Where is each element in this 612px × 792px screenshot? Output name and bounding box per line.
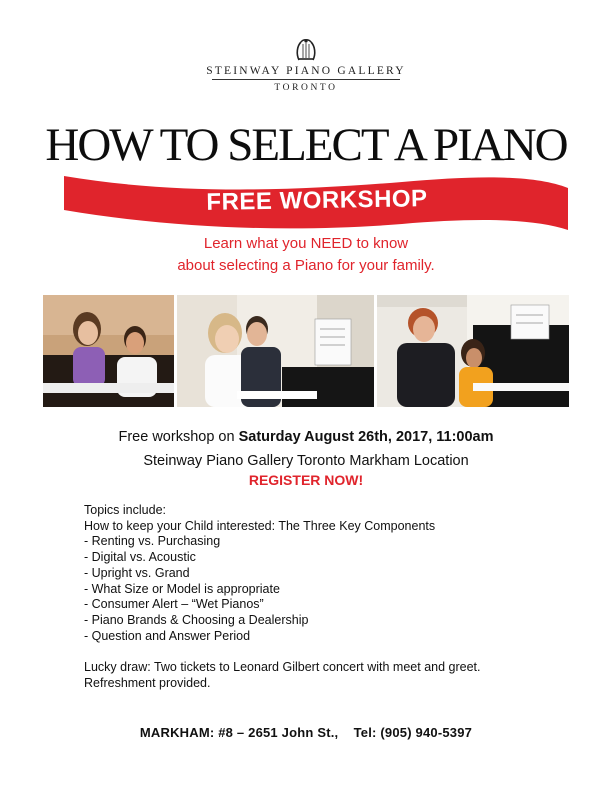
brand-city: TORONTO bbox=[274, 83, 338, 93]
topics-heading: Topics include: bbox=[84, 503, 166, 517]
page-title: HOW TO SELECT A PIANO bbox=[45, 119, 567, 171]
free-workshop-banner bbox=[62, 170, 572, 232]
list-item: - Upright vs. Grand bbox=[84, 565, 190, 580]
couple-piano-photo bbox=[177, 295, 374, 407]
register-now-link[interactable]: REGISTER NOW! bbox=[248, 472, 364, 488]
subtitle-line-1: Learn what you NEED to know bbox=[203, 235, 409, 252]
list-item: - Consumer Alert – “Wet Pianos” bbox=[84, 597, 264, 612]
footer-spacer bbox=[338, 725, 353, 740]
teacher-child-piano-photo bbox=[377, 295, 569, 407]
event-details bbox=[0, 425, 612, 473]
brand-logo bbox=[0, 38, 612, 94]
brand-name: STEINWAY PIANO GALLERY bbox=[206, 65, 406, 77]
list-item: - Renting vs. Purchasing bbox=[84, 534, 221, 549]
family-piano-photo bbox=[43, 295, 174, 407]
list-item: - Piano Brands & Choosing a Dealership bbox=[84, 612, 309, 627]
list-item: - What Size or Model is appropriate bbox=[84, 581, 280, 596]
list-item: - Digital vs. Acoustic bbox=[84, 550, 196, 565]
lucky-draw-line: Lucky draw: Two tickets to Leonard Gilbert concert with meet and greet. bbox=[84, 660, 481, 674]
event-prefix: Free workshop on bbox=[118, 429, 239, 445]
topics-list bbox=[84, 503, 564, 644]
address-text: MARKHAM: #8 – 2651 John St., bbox=[139, 725, 339, 740]
phone-text: Tel: (905) 940-5397 bbox=[353, 725, 473, 740]
banner-label: FREE WORKSHOP bbox=[206, 185, 428, 216]
lyre-logo-icon bbox=[292, 38, 320, 62]
contact-footer bbox=[0, 725, 612, 740]
refreshment-line: Refreshment provided. bbox=[84, 676, 211, 690]
list-item: How to keep your Child interested: The Three Key Components bbox=[84, 518, 436, 533]
list-item: - Question and Answer Period bbox=[84, 628, 251, 643]
brand-divider bbox=[212, 79, 400, 80]
lucky-draw-info bbox=[84, 659, 564, 691]
event-location: Steinway Piano Gallery Toronto Markham Location bbox=[143, 453, 469, 469]
subtitle-line-2: about selecting a Piano for your family. bbox=[177, 257, 435, 274]
event-date-line bbox=[0, 425, 612, 449]
event-date: Saturday August 26th, 2017, 11:00am bbox=[238, 429, 494, 445]
